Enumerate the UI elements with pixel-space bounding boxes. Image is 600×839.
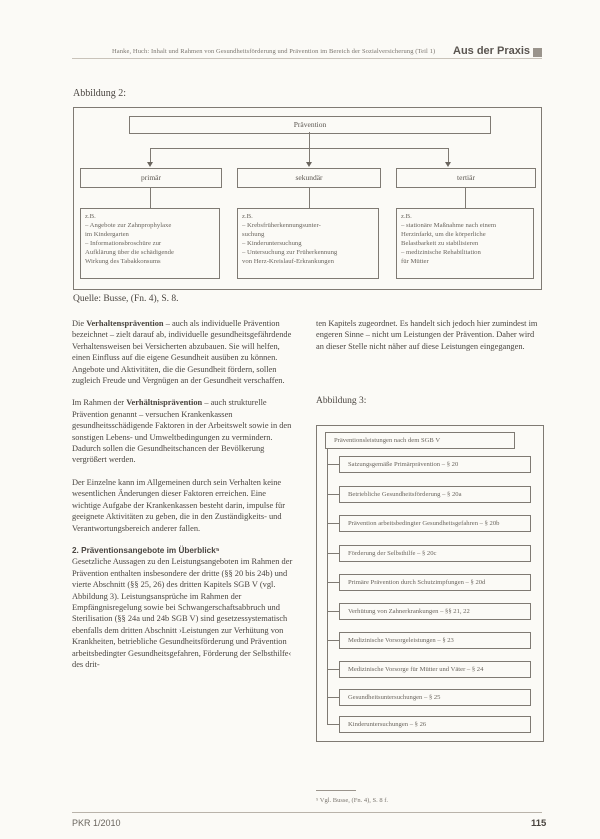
paragraph-verhaeltnispraevention: Im Rahmen der Verhältnisprävention – auch strukturelle Prävention genannt – versuchen Krankenkassen gesundheitsschädigende Faktoren in der Arbeitswelt sowie in den sonstigen Lebens- und Umweltbedingungen zu vermindern. Dadurch sollen die Gesundheitschancen der Bevölkerung vergrößert werden.: [72, 398, 292, 465]
arrow-tertiary: [445, 162, 451, 167]
connector-center: [309, 132, 310, 164]
tick: [327, 697, 339, 698]
list-item: Verhütung von Zahnerkrankungen – §§ 21, 22: [339, 603, 531, 620]
tick: [327, 464, 339, 465]
detail-tertiary: z.B. – stationäre Maßnahme nach einem Herzinfarkt, um die körperliche Belastbarkeit zu stabilisieren – medizinische Rehabilitation für Mütter: [396, 208, 534, 279]
journal-issue: PKR 1/2010: [72, 818, 121, 828]
figure3-caption: Abbildung 3:: [316, 396, 367, 406]
arrow-secondary: [306, 162, 312, 167]
left-column: [72, 318, 296, 670]
connector-secondary-detail: [309, 187, 310, 208]
footnote-rule: [316, 790, 356, 791]
section-heading: 2. Präventionsangebote im Überblick⁵: [72, 545, 220, 555]
tick: [327, 724, 339, 725]
page-number: 115: [531, 818, 547, 829]
connector-horizontal: [150, 148, 448, 149]
running-title: Hanke, Huch: Inhalt und Rahmen von Gesundheitsförderung und Prävention im Bereich der Sozialversicherung (Teil 1): [112, 48, 436, 55]
list-item: Betriebliche Gesundheitsförderung – § 20a: [339, 486, 531, 503]
page-marker: [533, 48, 542, 57]
term-verhaltenspraevention: Verhaltensprävention: [86, 319, 164, 328]
list-item: Medizinische Vorsorge für Mütter und Väter – § 24: [339, 661, 531, 678]
connector-primary-detail: [150, 187, 151, 208]
footer-rule: [72, 812, 542, 813]
tick: [327, 553, 339, 554]
figure2-caption: Abbildung 2:: [73, 88, 127, 99]
footnote: ⁵ Vgl. Busse, (Fn. 4), S. 8 f.: [316, 797, 389, 804]
paragraph-einzelne: Der Einzelne kann im Allgemeinen durch sein Verhalten keine wesentlichen Änderungen dieser Faktoren erreichen. Eine wichtige Aufgabe der Krankenkassen besteht darin, impulse für geeignete Aktivitäten zu geben, die in den Zuständigkeits- und Verantwortungsbereich anderer fallen.: [72, 477, 286, 533]
connector-tertiary-detail: [465, 187, 466, 208]
prevention-box: Prävention: [129, 116, 491, 134]
figure3-title: Präventionsleistungen nach dem SGB V: [325, 432, 515, 449]
figure3-spine: [327, 449, 328, 725]
category-tertiary: tertiär: [396, 168, 536, 188]
category-secondary: sekundär: [237, 168, 381, 188]
figure3-frame: [316, 425, 544, 742]
list-item: Förderung der Selbsthilfe – § 20c: [339, 545, 531, 562]
detail-secondary: z.B. – Krebsfrüherkennungsunter- suchung – Kinderuntersuchung – Untersuchung zur Früherkennung von Herz-Kreislauf-Erkrankungen: [237, 208, 379, 279]
paragraph-verhaltenspraevention: Die Verhaltensprävention – auch als individuelle Prävention bezeichnet – zielt darauf ab, individuelle gesundheitsgefährdende Verhaltensweisen bei Versicherten abzubauen. Sie will helfen, einen Einfluss auf die eigene Gesundheit ausüben zu können. Angebote und Aktivitäten, die die Gesundheit fördern, sollen zugleich Freude und Vergnügen an der Gesundheit verschaffen.: [72, 319, 292, 386]
list-item: Kinderuntersuchungen – § 26: [339, 716, 531, 733]
figure2-source: Quelle: Busse, (Fn. 4), S. 8.: [73, 294, 179, 304]
list-item: Medizinische Vorsorgeleistungen – § 23: [339, 632, 531, 649]
list-item: Prävention arbeitsbedingter Gesundheitsgefahren – § 20b: [339, 515, 531, 532]
section-title: Aus der Praxis: [453, 45, 531, 57]
tick: [327, 669, 339, 670]
tick: [327, 523, 339, 524]
tick: [327, 582, 339, 583]
list-item: Satzungsgemäße Primärprävention – § 20: [339, 456, 531, 473]
tick: [327, 640, 339, 641]
term-verhaeltnispraevention: Verhältnisprävention: [126, 398, 203, 408]
detail-primary: z.B. – Angebote zur Zahnprophylaxe im Kindergarten – Informationsbroschüre zur Aufklärung über die schädigende Wirkung des Tabakkonsums: [80, 208, 220, 279]
tick: [327, 611, 339, 612]
header-rule: [72, 58, 542, 59]
list-item: Gesundheitsuntersuchungen – § 25: [339, 689, 531, 706]
paragraph-gesetzliche-aussagen: Gesetzliche Aussagen zu den Leistungsangeboten im Rahmen der Prävention enthalten insbesondere der dritte (§§ 20 bis 24b) und vierte Abschnitt (§§ 25, 26) des dritten Kapitels SGB V (vgl. Abbildung 3). Leistungsansprüche im Rahmen der Empfängnisregelung sowie bei Schwangerschaftsabbruch und Sterilisation (§§ 24a und 24b SGB V) sind gesetzessystematisch ebenfalls dem dritten Abschnitt ›Leistungen zur Verhütung von Krankheiten, betriebliche Gesundheitsförderung und Prävention arbeitsbedingter Gesundheitsgefahren, Förderung der Selbsthilfe‹ des drit-: [72, 557, 293, 669]
arrow-primary: [147, 162, 153, 167]
tick: [327, 494, 339, 495]
category-primary: primär: [80, 168, 222, 188]
right-column: [316, 318, 542, 363]
list-item: Primäre Prävention durch Schutzimpfungen – § 20d: [339, 574, 531, 591]
paragraph-continued: ten Kapitels zugeordnet. Es handelt sich jedoch hier zumindest im engeren Sinne – nicht um Leistungen der Prävention. Daher wird an dieser Stelle nicht näher auf diese Leistungen eingegangen.: [316, 319, 538, 351]
